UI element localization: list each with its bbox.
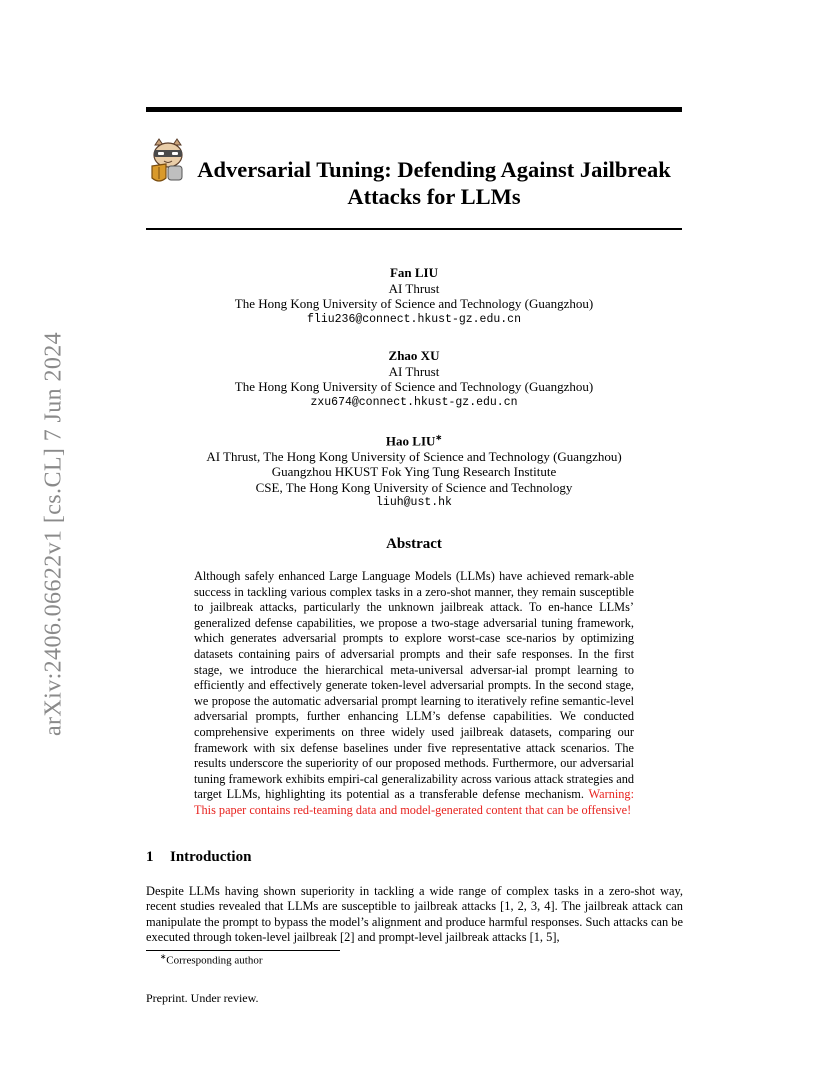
preprint-note: Preprint. Under review. <box>146 991 259 1005</box>
introduction-paragraph: Despite LLMs having shown superiority in tackling a wide range of complex tasks in a zero-shot way, recent studies revealed that LLMs are susceptible to jailbreak attacks [1, 2, 3, 4]. The jailbreak attack can manipulate the prompt to bypass the model’s alignment and produce harmful responses. Such attacks can be executed through token-level jailbreak [2] and prompt-level jailbreak attacks [1, 5], <box>146 884 683 945</box>
footnote-rule <box>146 950 340 951</box>
author-name-text: Hao LIU <box>385 433 436 449</box>
author-block-2 <box>146 348 682 410</box>
author-affiliation-line: The Hong Kong University of Science and Technology (Guangzhou) <box>234 296 594 311</box>
abstract-body <box>194 569 634 819</box>
author-affiliation-line: Guangzhou HKUST Fok Ying Tung Research Institute <box>271 464 557 480</box>
author-email[interactable]: zxu674@connect.hkust-gz.edu.cn <box>310 395 518 409</box>
author-affiliation-line: The Hong Kong University of Science and Technology (Guangzhou) <box>234 379 594 394</box>
author-email[interactable]: fliu236@connect.hkust-gz.edu.cn <box>307 312 521 326</box>
author-affiliation-line: AI Thrust, The Hong Kong University of Science and Technology (Guangzhou) <box>206 448 622 464</box>
section-title: Introduction <box>170 849 252 865</box>
footnote-marker: ∗ <box>160 952 167 961</box>
abstract-warning: Warning: This paper contains red-teaming data and model-generated content that can be offensive! <box>194 787 634 817</box>
section-number: 1 <box>146 849 154 865</box>
cat-ninja-shield-logo-icon <box>146 138 190 186</box>
author-block-3 <box>146 430 682 511</box>
abstract-text: Although safely enhanced Large Language Models (LLMs) have achieved remark-able success in tackling various complex tasks in a zero-shot manner, they remain susceptible to jailbreak attacks, particularly the unknown jailbreak attack. To en-hance LLMs’ generalized defense capabilities, we propose a two-stage adversarial tuning framework, which generates adversarial prompts to explore worst-case sce-narios by optimizing datasets containing pairs of adversarial prompts and their safe responses. In the first stage, we introduce the hierarchical meta-universal adversar-ial prompt learning to efficiently and effectively generate token-level adversarial prompts. In the second stage, we propose the automatic adversarial prompt learning to iteratively refine semantic-level adversarial prompts, further enhancing LLM’s defense capabilities. We conducted comprehensive experiments on three widely used jailbreak datasets, comparing our framework with six defense baselines under five representative attack scenarios. The results underscore the superiority of our proposed methods. Furthermore, our adversarial tuning framework exhibits empiri-cal generalizability across various attack strategies and target LLMs, highlighting its potential as a transferable defense mechanism. <box>194 569 634 802</box>
corresponding-author-marker: ∗ <box>435 433 443 442</box>
title-block <box>146 138 682 218</box>
author-name: Fan LIU <box>389 265 439 280</box>
arxiv-identifier-stamp: arXiv:2406.06622v1 [cs.CL] 7 Jun 2024 <box>40 331 67 737</box>
author-name: Zhao XU <box>388 348 440 363</box>
footnote-text: Corresponding author <box>166 954 263 967</box>
author-block-1 <box>146 265 682 327</box>
author-affiliation-line: AI Thrust <box>388 280 440 296</box>
title-line-2: Attacks for LLMs <box>347 184 521 209</box>
paper-title <box>186 156 682 210</box>
title-top-rule <box>146 107 682 112</box>
title-bottom-rule <box>146 228 682 230</box>
footnote <box>160 952 263 967</box>
author-affiliation-line: CSE, The Hong Kong University of Science and Technology <box>255 479 573 495</box>
author-affiliation-line: AI Thrust <box>388 363 440 379</box>
author-name <box>146 430 682 449</box>
abstract-heading: Abstract <box>386 536 442 552</box>
author-email[interactable]: liuh@ust.hk <box>376 496 452 510</box>
section-heading-introduction <box>146 849 251 866</box>
title-line-1: Adversarial Tuning: Defending Against Jailbreak <box>197 157 671 182</box>
